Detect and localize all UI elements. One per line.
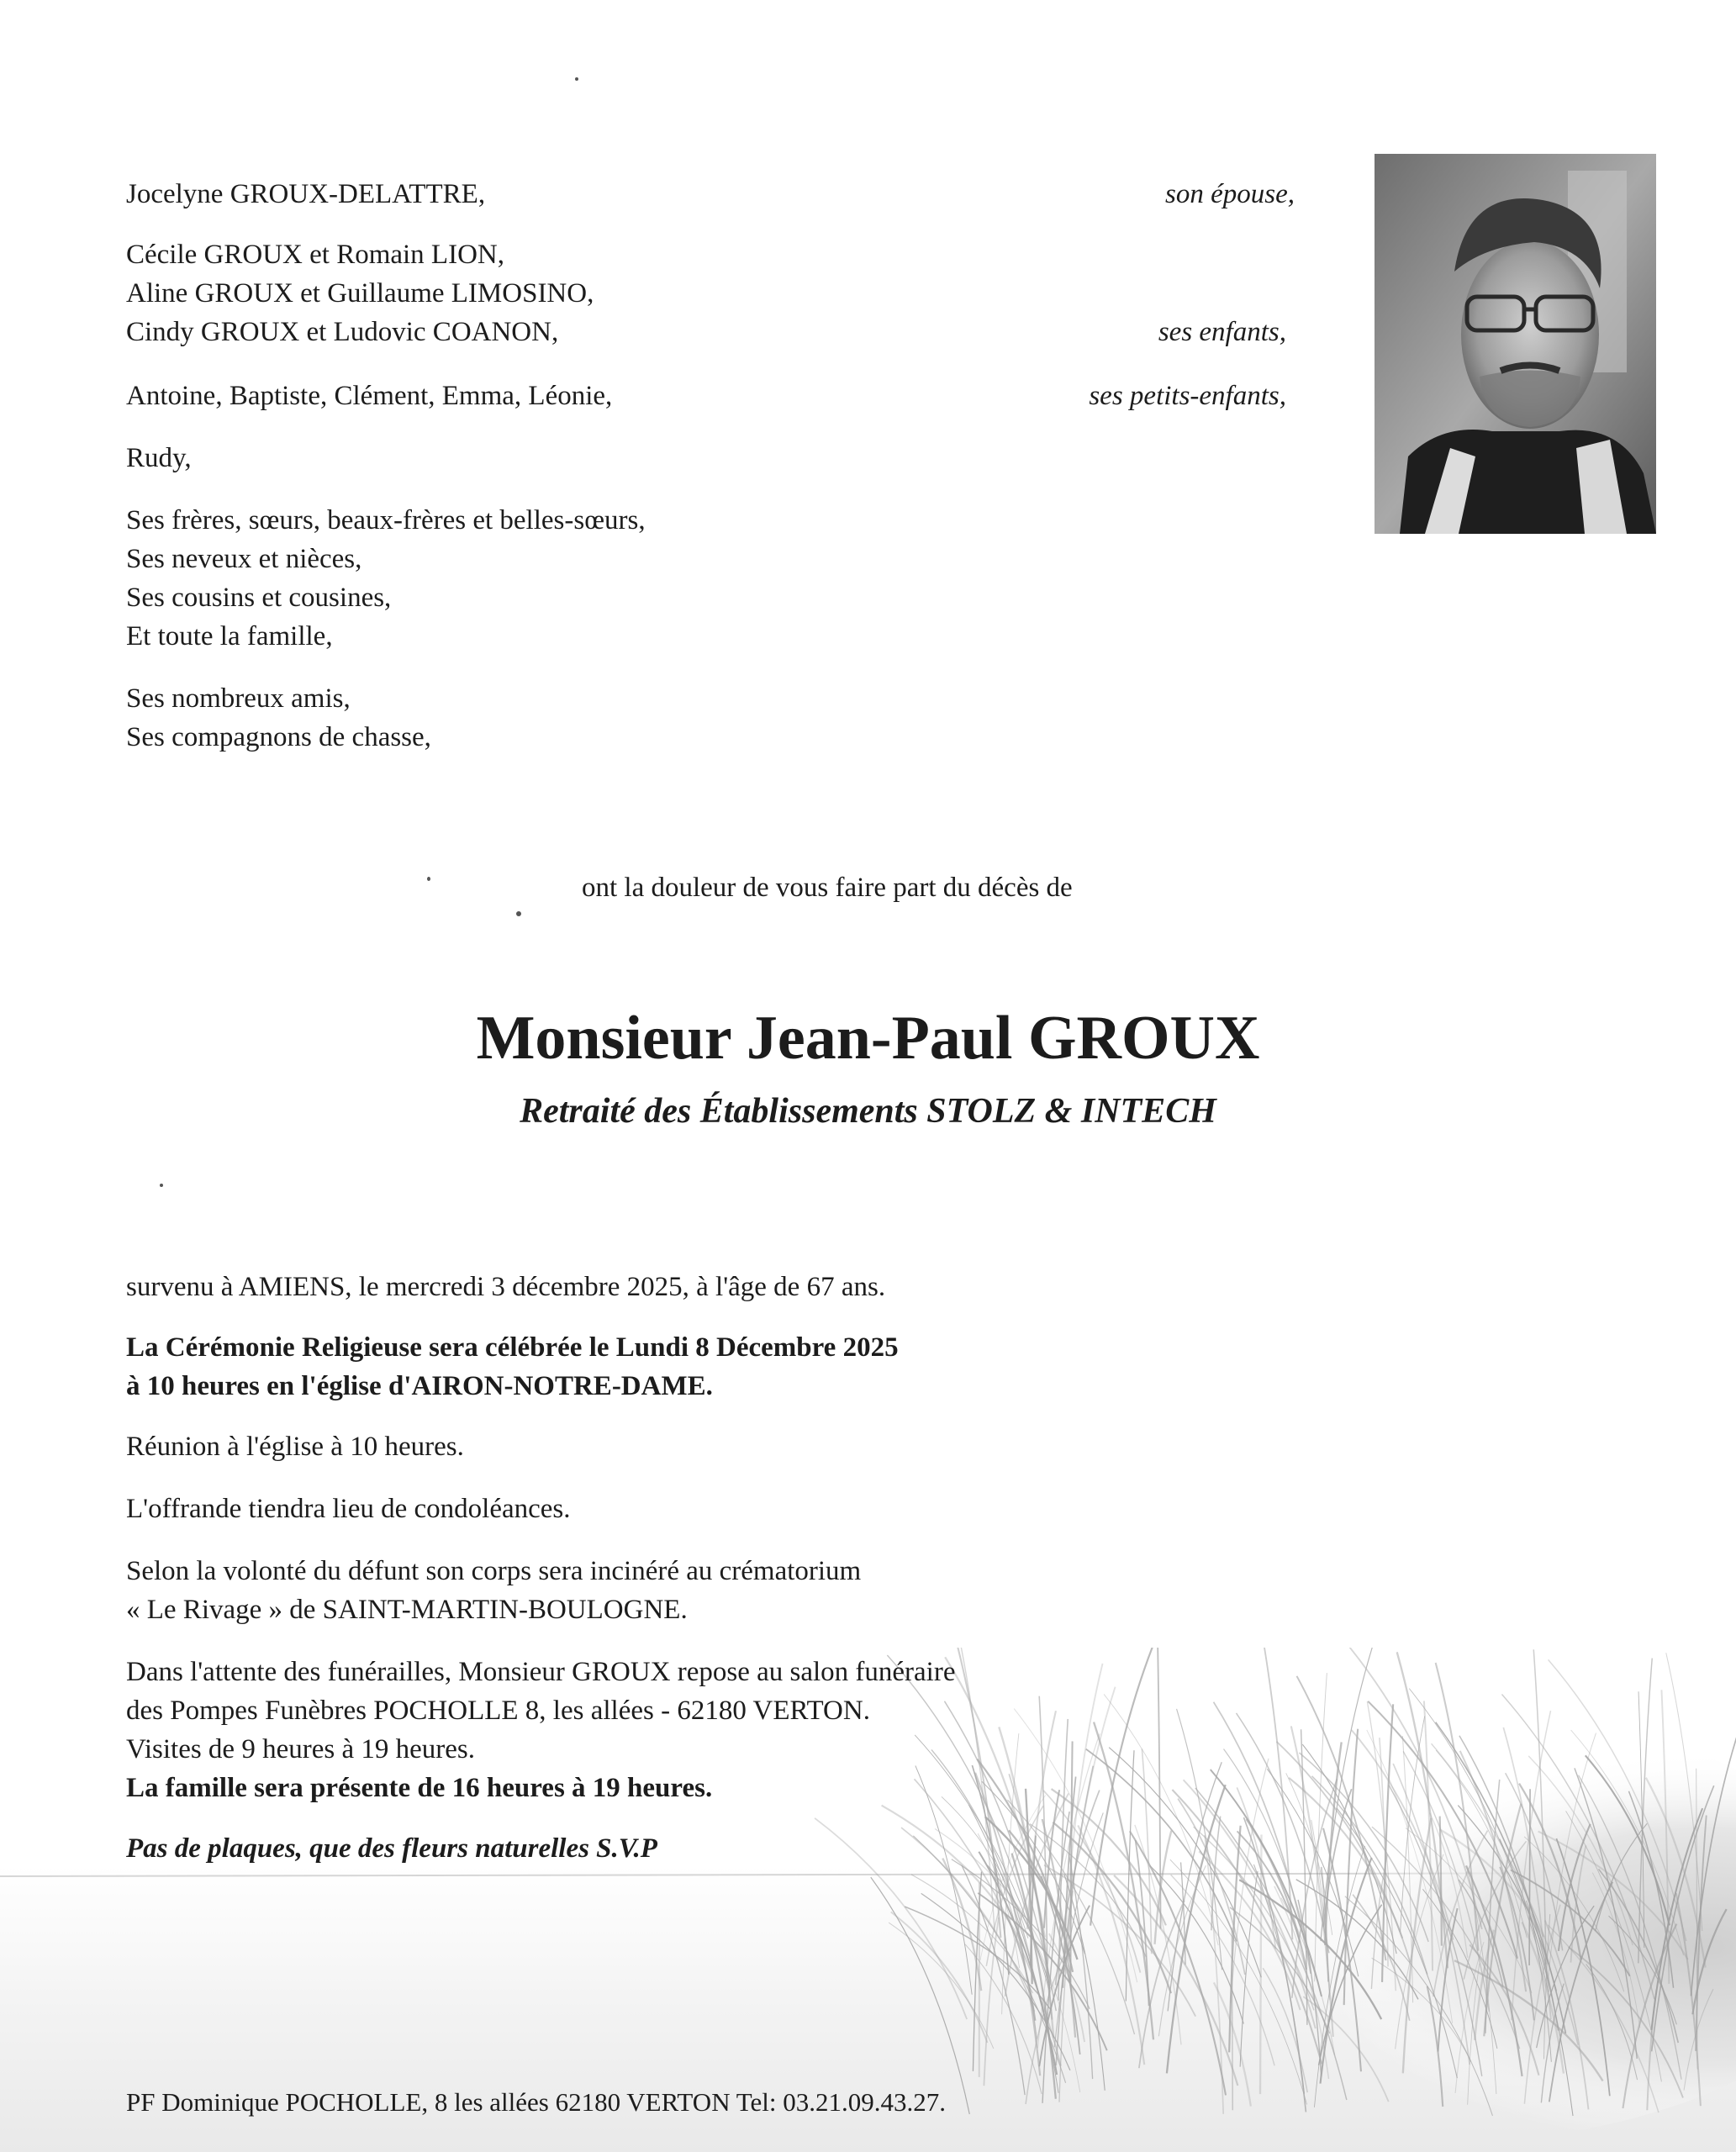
- grass-blade: [1260, 1835, 1261, 2095]
- offering-text: L'offrande tiendra lieu de condoléances.: [126, 1494, 571, 1524]
- child-line: Cindy GROUX et Ludovic COANON,: [126, 317, 559, 347]
- relatives-line: Et toute la famille,: [126, 621, 333, 651]
- family-present-text: La famille sera présente de 16 heures à 19 heures.: [126, 1773, 713, 1803]
- wife-role: son épouse,: [1165, 179, 1295, 209]
- deceased-title: Retraité des Établissements STOLZ & INTECH: [520, 1092, 1216, 1131]
- other-relative: Rudy,: [126, 443, 192, 473]
- grandchildren-role: ses petits-enfants,: [1089, 381, 1286, 411]
- ceremony-line: à 10 heures en l'église d'AIRON-NOTRE-DAME.: [126, 1371, 713, 1401]
- wife-name: Jocelyne GROUX-DELATTRE,: [126, 179, 486, 209]
- cremation-line: « Le Rivage » de SAINT-MARTIN-BOULOGNE.: [126, 1595, 688, 1625]
- repose-line: Visites de 9 heures à 19 heures.: [126, 1734, 475, 1764]
- friends-line: Ses compagnons de chasse,: [126, 722, 431, 752]
- friends-line: Ses nombreux amis,: [126, 683, 351, 714]
- flowers-note: Pas de plaques, que des fleurs naturelles S.V.P: [126, 1833, 657, 1864]
- repose-line: des Pompes Funèbres POCHOLLE 8, les allées - 62180 VERTON.: [126, 1696, 870, 1726]
- cremation-line: Selon la volonté du défunt son corps sera incinéré au crématorium: [126, 1556, 862, 1586]
- scan-speck: [575, 77, 578, 81]
- children-role: ses enfants,: [1158, 317, 1286, 347]
- scan-speck: [160, 1184, 163, 1187]
- relatives-line: Ses frères, sœurs, beaux-frères et belles-sœurs,: [126, 505, 646, 535]
- repose-line: Dans l'attente des funérailles, Monsieur GROUX repose au salon funéraire: [126, 1657, 956, 1687]
- funeral-home-footer: PF Dominique POCHOLLE, 8 les allées 62180 VERTON Tel: 03.21.09.43.27.: [126, 2087, 947, 2117]
- deceased-name: Monsieur Jean-Paul GROUX: [476, 1004, 1260, 1073]
- grandchildren-names: Antoine, Baptiste, Clément, Emma, Léonie,: [126, 381, 613, 411]
- child-line: Cécile GROUX et Romain LION,: [126, 240, 504, 270]
- relatives-line: Ses cousins et cousines,: [126, 583, 392, 613]
- scan-speck: [427, 877, 430, 881]
- child-line: Aline GROUX et Guillaume LIMOSINO,: [126, 278, 594, 309]
- death-details: survenu à AMIENS, le mercredi 3 décembre 2025, à l'âge de 67 ans.: [126, 1272, 886, 1302]
- ceremony-line: La Cérémonie Religieuse sera célébrée le Lundi 8 Décembre 2025: [126, 1332, 899, 1363]
- meeting-text: Réunion à l'église à 10 heures.: [126, 1432, 464, 1462]
- portrait-photo: [1375, 154, 1656, 534]
- scan-speck: [516, 911, 521, 916]
- announcement-text: ont la douleur de vous faire part du décès de: [582, 873, 1073, 903]
- relatives-line: Ses neveux et nièces,: [126, 544, 362, 574]
